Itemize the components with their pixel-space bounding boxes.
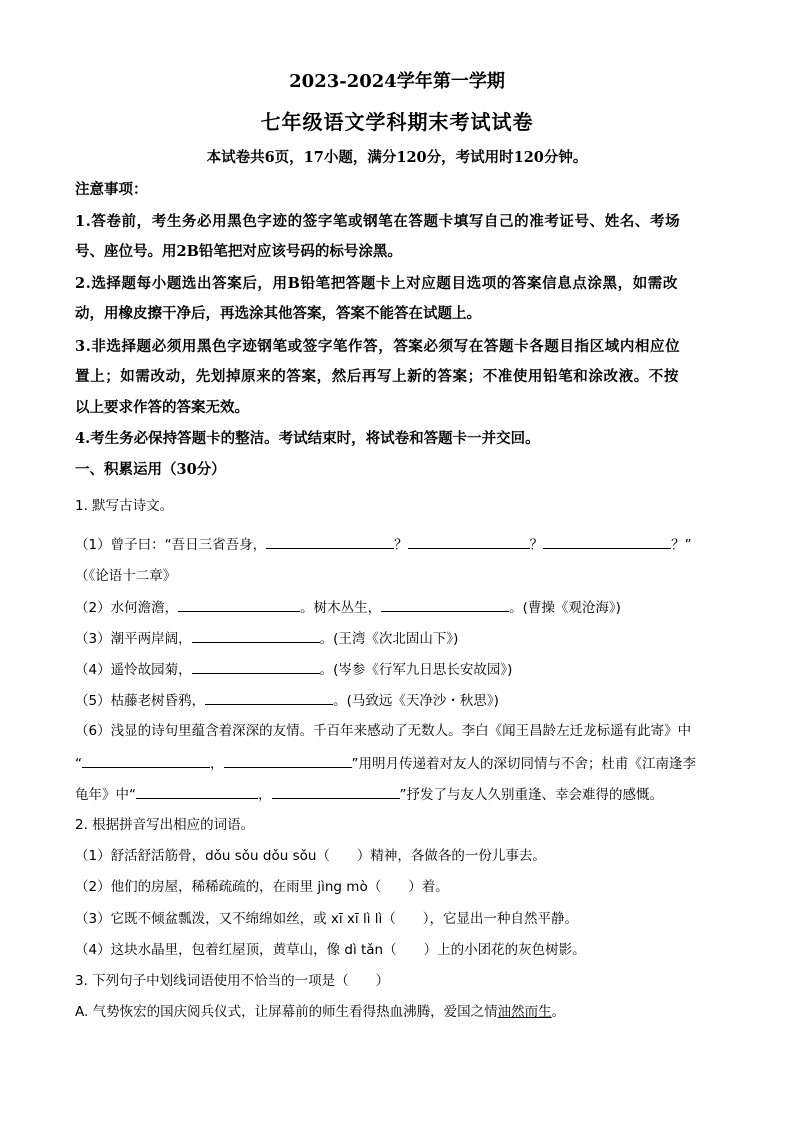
note-2-line-2: 动，用橡皮擦干净后，再选涂其他答案，答案不能答在试题上。 bbox=[75, 305, 481, 322]
answer-blank[interactable] bbox=[82, 753, 210, 768]
q1-item-3 bbox=[75, 628, 722, 649]
q1-item-6-line-1: （6）浅显的诗句里蕴含着深深的友情。千百年来感动了无数人。李白《闻王昌龄左迁龙标遥有此寄》中 bbox=[75, 723, 692, 739]
exam-info: 本试卷共6页，17小题，满分120分，考试用时120分钟。 bbox=[206, 149, 588, 166]
q2-item-1: （1）舒活舒活筋骨，dǒu sǒu dǒu sǒu（ ）精神，各做各的一份儿事去。 bbox=[75, 848, 546, 864]
q1-item-2-source: 。(曹操《观沧海》) bbox=[509, 600, 621, 616]
q3-option-a-text: A. 气势恢宏的国庆阅兵仪式，让屏幕前的师生看得热血沸腾，爱国之情 bbox=[75, 1004, 498, 1020]
q1-item-6-quote-open: “ bbox=[75, 756, 82, 772]
q1-item-5 bbox=[75, 690, 722, 711]
q3-option-a[interactable] bbox=[75, 1002, 722, 1022]
q1-item-6-comma-2: ， bbox=[258, 787, 272, 803]
answer-blank[interactable] bbox=[192, 659, 320, 674]
answer-blank[interactable] bbox=[205, 690, 333, 705]
q1-item-3-text: （3）潮平两岸阔， bbox=[75, 631, 192, 647]
answer-blank[interactable] bbox=[408, 534, 530, 549]
q1-item-6-line-2 bbox=[75, 753, 722, 774]
section-1-heading: 一、积累运用（30分） bbox=[75, 461, 226, 478]
q3-stem: 3. 下列句子中划线词语使用不恰当的一项是（ ） bbox=[75, 973, 390, 989]
q1-item-4-text: （4）遥怜故园菊， bbox=[75, 662, 192, 678]
answer-blank[interactable] bbox=[543, 534, 671, 549]
q1-stem: 1. 默写古诗文。 bbox=[75, 498, 174, 514]
q1-item-6-line-2-text: ”用明月传递着对友人的深切同情与不舍；杜甫《江南逢李 bbox=[351, 756, 696, 772]
q3-option-a-end: 。 bbox=[551, 1004, 566, 1020]
answer-blank[interactable] bbox=[272, 784, 400, 799]
answer-blank[interactable] bbox=[178, 597, 300, 612]
notes-heading: 注意事项： bbox=[75, 181, 148, 198]
exam-year: 2023-2024学年第一学期 bbox=[289, 71, 505, 92]
q1-item-5-text: （5）枯藤老树昏鸦， bbox=[75, 693, 206, 709]
answer-blank[interactable] bbox=[266, 534, 394, 549]
q1-item-2-mid: 。树木丛生， bbox=[300, 600, 382, 616]
q1-item-6-comma: ， bbox=[210, 756, 224, 772]
note-4: 4.考生务必保持答题卡的整洁。考试结束时，将试卷和答题卡一并交回。 bbox=[75, 430, 540, 447]
q2-item-2: （2）他们的房屋，稀稀疏疏的，在雨里 jìng mò（ ）着。 bbox=[75, 879, 449, 895]
note-3-line-3: 以上要求作答的答案无效。 bbox=[75, 399, 249, 416]
q1-item-3-source: 。(王湾《次北固山下》) bbox=[319, 631, 459, 647]
q1-item-5-source: 。(马致远《天净沙・秋思》) bbox=[333, 693, 499, 709]
answer-blank[interactable] bbox=[381, 597, 509, 612]
q1-item-4 bbox=[75, 659, 722, 680]
note-2-line-1: 2.选择题每小题选出答案后，用B铅笔把答题卡上对应题目选项的答案信息点涂黑，如需改 bbox=[75, 275, 678, 292]
q1-item-1-mark-2: ？ bbox=[529, 537, 544, 553]
answer-blank[interactable] bbox=[224, 753, 352, 768]
note-1-line-2: 号、座位号。用2B铅笔把对应该号码的标号涂黑。 bbox=[75, 243, 402, 260]
q1-item-2-text: （2）水何澹澹， bbox=[75, 600, 179, 616]
q1-item-2 bbox=[75, 597, 722, 618]
q1-item-6-line-3-text: ”抒发了与友人久别重逢、幸会难得的感慨。 bbox=[399, 787, 663, 803]
q3-option-a-underlined: 油然而生 bbox=[497, 1004, 552, 1020]
q1-item-1-mark-3: ？” bbox=[671, 537, 692, 553]
q1-item-1-source: （《论语十二章》 bbox=[75, 568, 177, 584]
q1-item-6-line-3 bbox=[75, 784, 722, 805]
q1-item-1 bbox=[75, 534, 722, 555]
note-1-line-1: 1.答卷前，考生务必用黑色字迹的签字笔或钢笔在答题卡填写自己的准考证号、姓名、考场 bbox=[75, 213, 681, 230]
answer-blank[interactable] bbox=[136, 784, 258, 799]
q1-item-1-text: （1）曾子曰：“吾日三省吾身， bbox=[75, 537, 267, 553]
q2-item-4: （4）这块水晶里，包着红屋顶，黄草山，像 dì tǎn（ ）上的小团花的灰色树影。 bbox=[75, 942, 586, 958]
answer-blank[interactable] bbox=[192, 628, 320, 643]
exam-title: 七年级语文学科期末考试试卷 bbox=[260, 110, 534, 134]
q2-item-3: （3）它既不倾盆瓢泼，又不绵绵如丝，或 xī xī lì lì（ ），它显出一种自然平静。 bbox=[75, 911, 578, 927]
q1-item-6-line-3-pre: 龟年》中“ bbox=[75, 787, 136, 803]
q2-stem: 2. 根据拼音写出相应的词语。 bbox=[75, 817, 255, 833]
note-3-line-2: 置上；如需改动，先划掉原来的答案，然后再写上新的答案；不准使用铅笔和涂改液。不按 bbox=[75, 368, 679, 385]
note-3-line-1: 3.非选择题必须用黑色字迹钢笔或签字笔作答，答案必须写在答题卡各题目指区域内相应位 bbox=[75, 338, 681, 355]
q1-item-4-source: 。(岑参《行军九日思长安故园》) bbox=[319, 662, 513, 678]
q1-item-1-mark-1: ？ bbox=[394, 537, 408, 553]
